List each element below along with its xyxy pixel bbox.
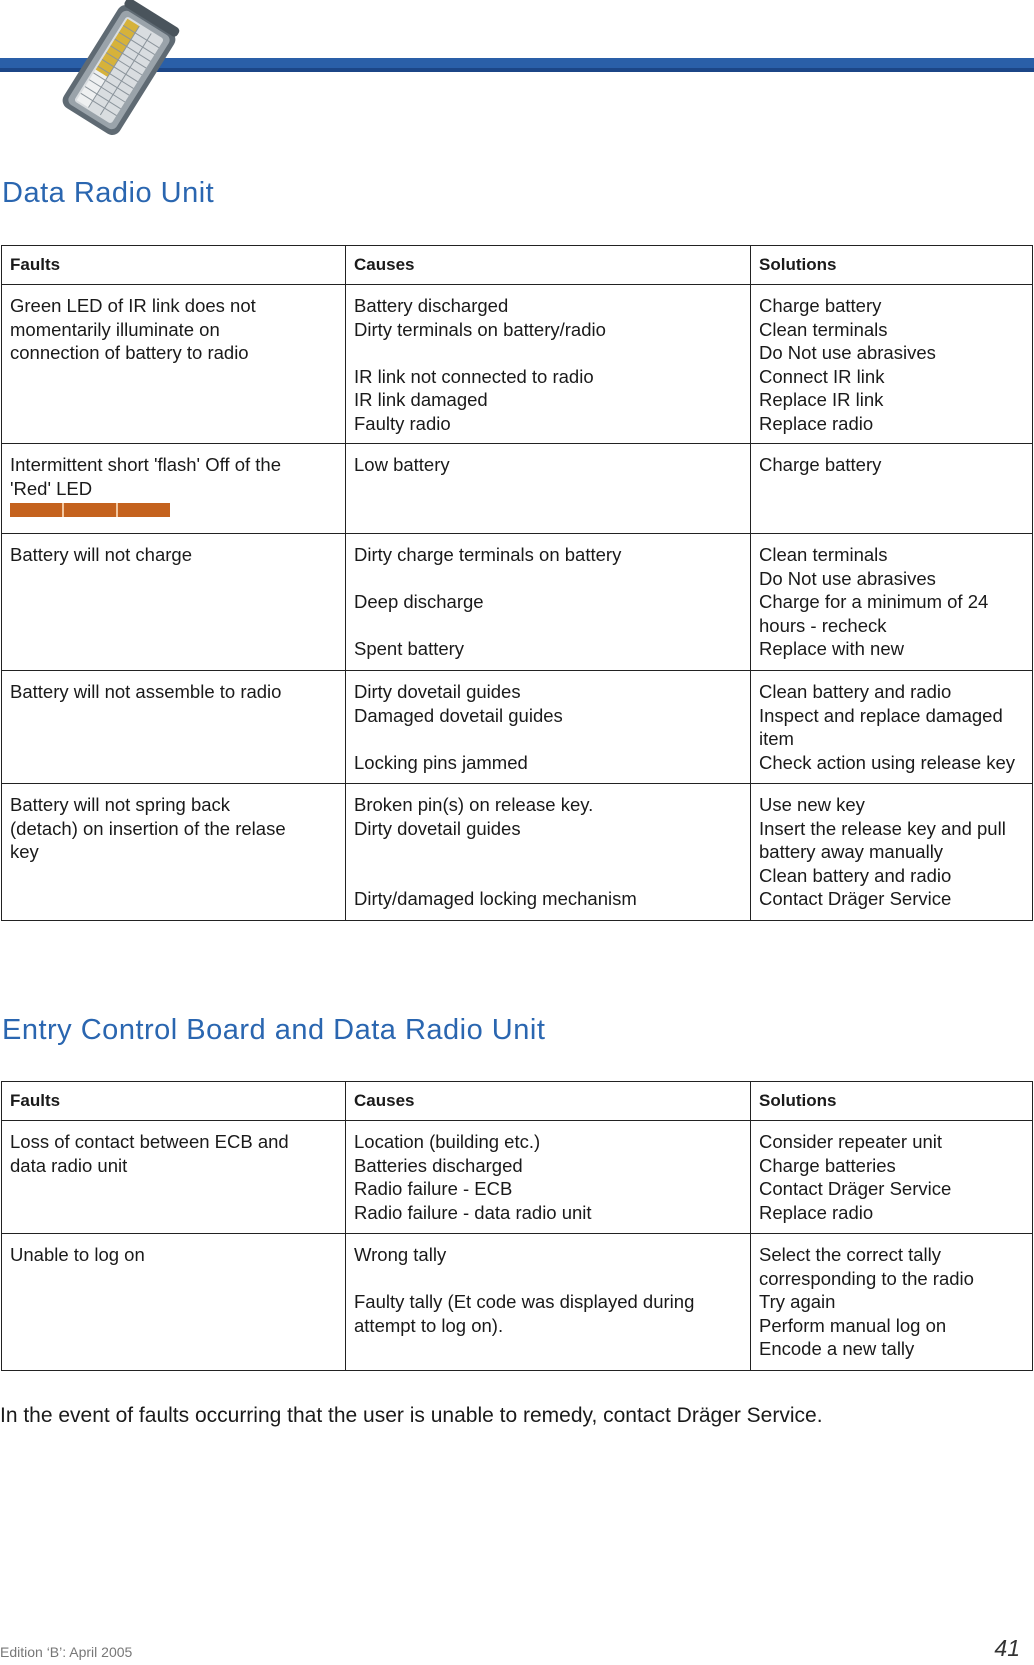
table-row	[2, 1234, 1033, 1371]
data-radio-unit-device-icon	[44, 0, 194, 140]
fault-cell: Unable to log on	[2, 1234, 346, 1371]
header-faults: Faults	[2, 246, 346, 285]
section-title-entry-control-board: Entry Control Board and Data Radio Unit	[2, 1014, 546, 1046]
solution-cell: Select the correct tally corresponding to the radio Try again Perform manual log on Encode a new tally	[751, 1234, 1033, 1371]
table-header-row	[2, 246, 1033, 285]
header-solutions: Solutions	[751, 246, 1033, 285]
table-header-row	[2, 1082, 1033, 1121]
fault-table-data-radio-unit	[1, 245, 1033, 921]
fault-cell: Green LED of IR link does not momentarily illuminate on connection of battery to radio	[2, 285, 346, 444]
cause-cell: Low battery	[346, 444, 751, 534]
table-row	[2, 285, 1033, 444]
header-faults: Faults	[2, 1082, 346, 1121]
page-number: 41	[994, 1635, 1020, 1661]
fault-cell: Battery will not charge	[2, 534, 346, 671]
solution-cell: Use new key Insert the release key and pull battery away manually Clean battery and radio Contact Dräger Service	[751, 784, 1033, 921]
fault-table-entry-control-board	[1, 1081, 1033, 1371]
footer-note: In the event of faults occurring that the user is unable to remedy, contact Dräger Service.	[0, 1404, 823, 1427]
solution-cell: Charge battery Clean terminals Do Not use abrasives Connect IR link Replace IR link Replace radio	[751, 285, 1033, 444]
red-led-flash-icon	[10, 503, 170, 517]
table-row	[2, 784, 1033, 921]
fault-cell: Intermittent short 'flash' Off of the 'Red' LED	[2, 444, 346, 534]
cause-cell: Location (building etc.) Batteries discharged Radio failure - ECB Radio failure - data radio unit	[346, 1121, 751, 1234]
solution-cell: Charge battery	[751, 444, 1033, 534]
cause-cell: Broken pin(s) on release key. Dirty dovetail guides Dirty/damaged locking mechanism	[346, 784, 751, 921]
header-causes: Causes	[346, 1082, 751, 1121]
fault-cell: Battery will not assemble to radio	[2, 671, 346, 784]
cause-cell: Wrong tally Faulty tally (Et code was displayed during attempt to log on).	[346, 1234, 751, 1371]
cause-cell: Battery discharged Dirty terminals on battery/radio IR link not connected to radio IR link damaged Faulty radio	[346, 285, 751, 444]
section-title-data-radio-unit: Data Radio Unit	[2, 177, 215, 209]
cause-cell: Dirty charge terminals on battery Deep discharge Spent battery	[346, 534, 751, 671]
table-row	[2, 444, 1033, 534]
solution-cell: Clean terminals Do Not use abrasives Charge for a minimum of 24 hours - recheck Replace with new	[751, 534, 1033, 671]
table-row	[2, 1121, 1033, 1234]
header-solutions: Solutions	[751, 1082, 1033, 1121]
header-causes: Causes	[346, 246, 751, 285]
edition-label: Edition ‘B’: April 2005	[0, 1644, 133, 1660]
table-row	[2, 534, 1033, 671]
solution-cell: Clean battery and radio Inspect and replace damaged item Check action using release key	[751, 671, 1033, 784]
table-row	[2, 671, 1033, 784]
fault-cell: Battery will not spring back (detach) on insertion of the relase key	[2, 784, 346, 921]
cause-cell: Dirty dovetail guides Damaged dovetail guides Locking pins jammed	[346, 671, 751, 784]
solution-cell: Consider repeater unit Charge batteries Contact Dräger Service Replace radio	[751, 1121, 1033, 1234]
fault-cell: Loss of contact between ECB and data radio unit	[2, 1121, 346, 1234]
